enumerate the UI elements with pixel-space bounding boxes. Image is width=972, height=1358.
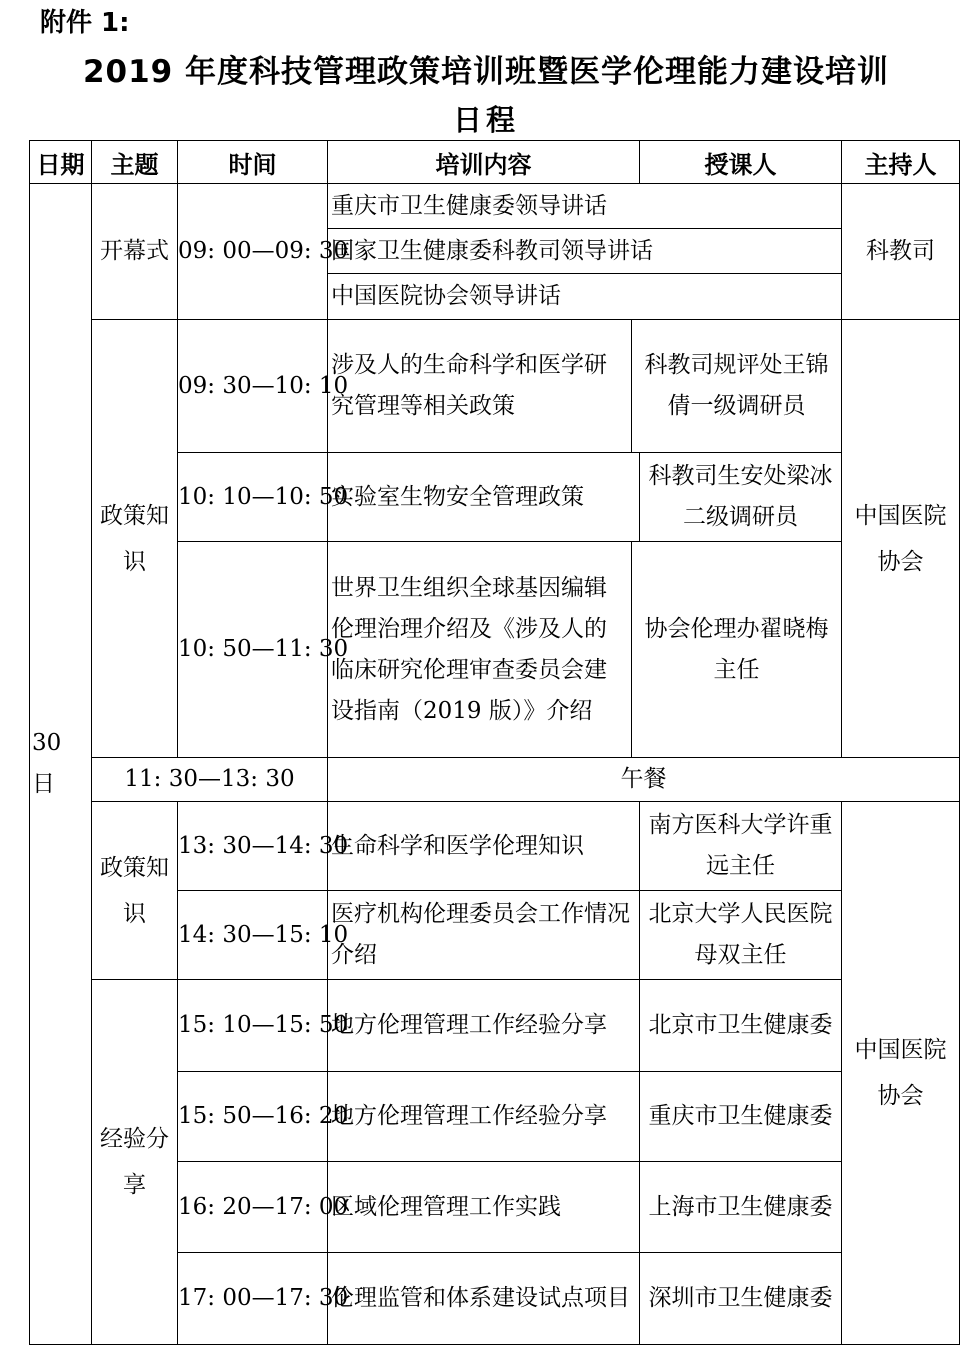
topic-opening: 开幕式 xyxy=(92,184,178,320)
col-header-host: 主持人 xyxy=(842,141,960,184)
session-speaker: 科教司规评处王锦倩一级调研员 xyxy=(632,320,842,453)
session-content: 涉及人的生命科学和医学研究管理等相关政策 xyxy=(328,320,632,453)
schedule-table xyxy=(29,140,960,1345)
table-row xyxy=(30,980,960,1072)
topic-policy-pm: 政策知识 xyxy=(92,802,178,980)
session-speaker: 上海市卫生健康委 xyxy=(640,1162,842,1253)
topic-experience: 经验分享 xyxy=(92,980,178,1345)
session-time: 17: 00—17: 30 xyxy=(178,1253,328,1345)
opening-item: 重庆市卫生健康委领导讲话 xyxy=(328,184,842,229)
col-header-speaker: 授课人 xyxy=(640,141,842,184)
host-opening: 科教司 xyxy=(842,184,960,320)
table-row xyxy=(30,184,960,229)
topic-policy-am: 政策知识 xyxy=(92,320,178,758)
session-time: 13: 30—14: 30 xyxy=(178,802,328,891)
attachment-label: 附件 1: xyxy=(40,8,130,38)
table-row xyxy=(30,758,960,802)
lunch-time: 11: 30—13: 30 xyxy=(92,758,328,802)
date-cell: 30 日 xyxy=(30,184,92,1345)
session-speaker: 深圳市卫生健康委 xyxy=(640,1253,842,1345)
session-time: 10: 50—11: 30 xyxy=(178,542,328,758)
session-content: 实验室生物安全管理政策 xyxy=(328,453,640,542)
session-speaker: 北京市卫生健康委 xyxy=(640,980,842,1072)
session-time: 10: 10—10: 50 xyxy=(178,453,328,542)
session-content: 世界卫生组织全球基因编辑伦理治理介绍及《涉及人的临床研究伦理审查委员会建设指南（2019 版）》介绍 xyxy=(328,542,632,758)
document-title: 2019 年度科技管理政策培训班暨医学伦理能力建设培训 xyxy=(82,54,890,90)
col-header-time: 时间 xyxy=(178,141,328,184)
session-time: 14: 30—15: 10 xyxy=(178,891,328,980)
time-opening: 09: 00—09: 30 xyxy=(178,184,328,320)
session-speaker: 北京大学人民医院 母双主任 xyxy=(640,891,842,980)
table-header-row xyxy=(30,141,960,184)
session-time: 09: 30—10: 10 xyxy=(178,320,328,453)
session-speaker: 重庆市卫生健康委 xyxy=(640,1072,842,1162)
host-afternoon: 中国医院协会 xyxy=(842,802,960,1345)
opening-item: 中国医院协会领导讲话 xyxy=(328,274,842,320)
host-morning: 中国医院协会 xyxy=(842,320,960,758)
session-speaker: 南方医科大学许重远主任 xyxy=(640,802,842,891)
table-row xyxy=(30,802,960,891)
session-speaker: 协会伦理办翟晓梅主任 xyxy=(632,542,842,758)
session-time: 15: 50—16: 20 xyxy=(178,1072,328,1162)
session-speaker: 科教司生安处梁冰二级调研员 xyxy=(640,453,842,542)
session-time: 15: 10—15: 50 xyxy=(178,980,328,1072)
session-content: 地方伦理管理工作经验分享 xyxy=(328,980,640,1072)
session-content: 生命科学和医学伦理知识 xyxy=(328,802,640,891)
col-header-content: 培训内容 xyxy=(328,141,640,184)
session-content: 医疗机构伦理委员会工作情况介绍 xyxy=(328,891,640,980)
col-header-date: 日期 xyxy=(30,141,92,184)
session-content: 地方伦理管理工作经验分享 xyxy=(328,1072,640,1162)
document-subtitle: 日程 xyxy=(452,103,519,137)
session-time: 16: 20—17: 00 xyxy=(178,1162,328,1253)
table-row xyxy=(30,320,960,453)
opening-item: 国家卫生健康委科教司领导讲话 xyxy=(328,229,842,274)
session-content: 区域伦理管理工作实践 xyxy=(328,1162,640,1253)
col-header-topic: 主题 xyxy=(92,141,178,184)
session-content: 伦理监管和体系建设试点项目 xyxy=(328,1253,640,1345)
lunch-label: 午餐 xyxy=(328,758,960,802)
